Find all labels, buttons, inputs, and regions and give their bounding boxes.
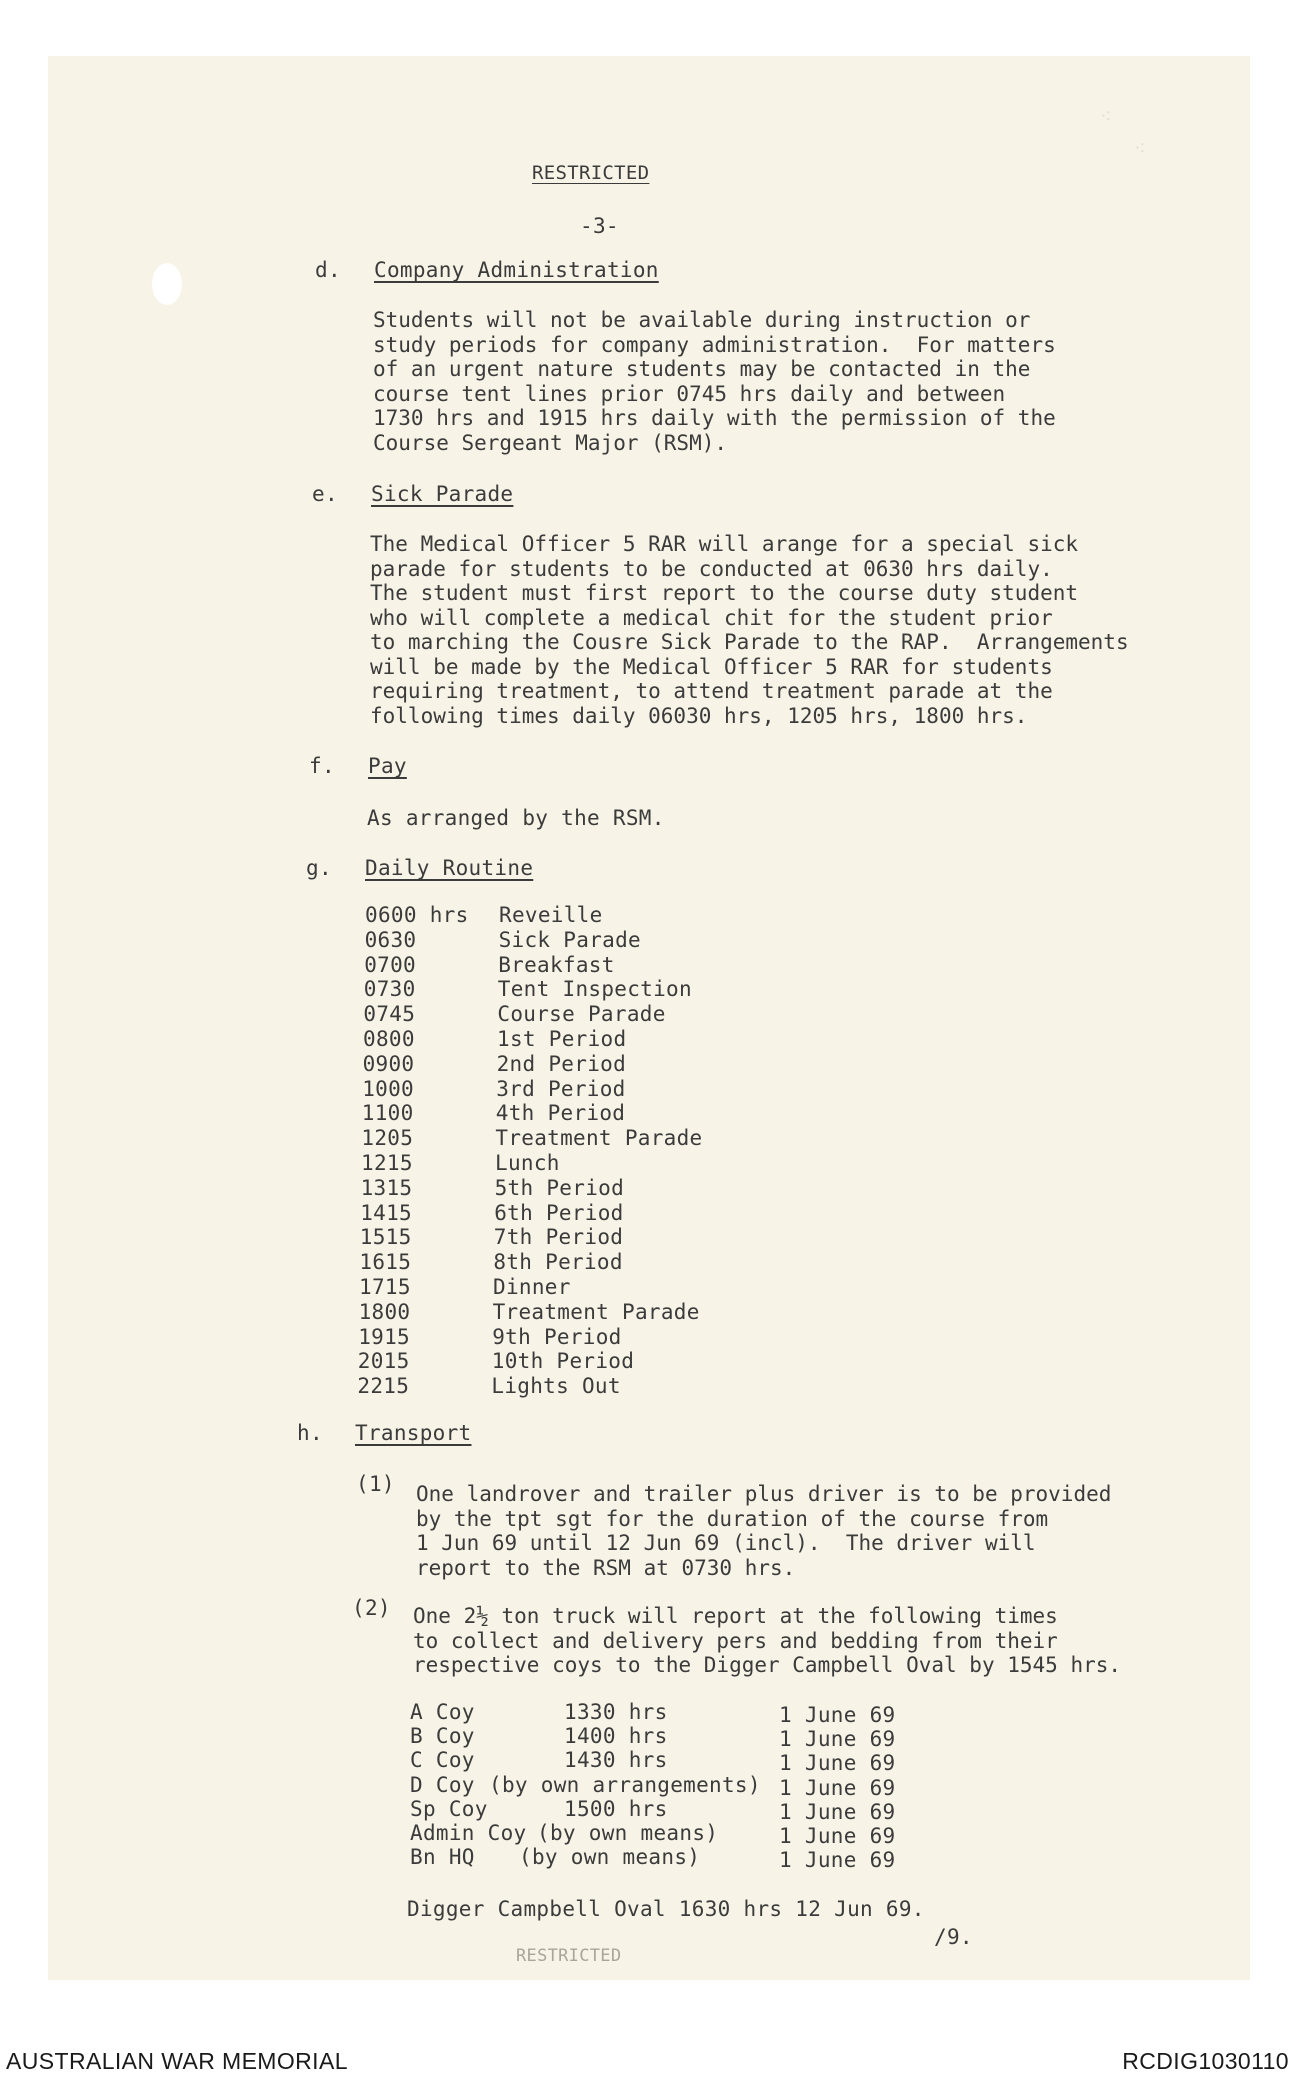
footer-institution: AUSTRALIAN WAR MEMORIAL bbox=[6, 2048, 348, 2074]
schedule-coy: B Coy bbox=[410, 1724, 475, 1749]
section-title-company-administration: Company Administration bbox=[374, 258, 659, 282]
routine-time: 1215 bbox=[361, 1151, 413, 1175]
schedule-time: 1500 hrs bbox=[564, 1796, 668, 1821]
section-letter: d. bbox=[315, 258, 341, 282]
section-title-pay: Pay bbox=[368, 754, 407, 778]
routine-activity: 2nd Period bbox=[496, 1051, 627, 1076]
section-letter: h. bbox=[297, 1421, 323, 1445]
company-administration-text: Students will not be available during instruction or study periods for company administration. For matters of an urgent nature students may be contacted in the course tent lines prior 0745 hrs daily and between 1730 hrs and 1915 hrs daily with the permission of the Course Sergeant Major (RSM). bbox=[373, 308, 1056, 455]
routine-activity: Lights Out bbox=[491, 1374, 621, 1399]
routine-time: 0700 bbox=[364, 952, 416, 977]
schedule-coy: Admin Coy bbox=[410, 1821, 527, 1845]
routine-time: 1205 bbox=[361, 1126, 414, 1151]
routine-activity: Tent Inspection bbox=[497, 977, 692, 1002]
transport-item-1-text: One landrover and trailer plus driver is to be provided by the tpt sgt for the duration of the course from 1 Jun 69 until 12 Jun 69 (incl). The driver will report to the RSM at 0730 hrs. bbox=[416, 1482, 1112, 1580]
routine-time: 2215 bbox=[357, 1374, 410, 1399]
section-title-sick-parade: Sick Parade bbox=[371, 482, 514, 506]
schedule-time: 1330 hrs bbox=[564, 1700, 668, 1724]
routine-time: 1715 bbox=[359, 1275, 411, 1299]
schedule-date: 1 June 69 bbox=[779, 1848, 896, 1873]
transport-item-2-text: One 2½ ton truck will report at the following times to collect and delivery pers and bedding from their respective coys to the Digger Campbell Oval by 1545 hrs. bbox=[413, 1604, 1122, 1677]
routine-time: 1800 bbox=[358, 1299, 411, 1324]
section-letter: g. bbox=[306, 856, 332, 880]
section-letter: f. bbox=[309, 754, 335, 778]
pay-text: As arranged by the RSM. bbox=[367, 806, 665, 830]
schedule-date: 1 June 69 bbox=[779, 1727, 896, 1752]
sick-parade-text: The Medical Officer 5 RAR will arange for a special sick parade for students to be conducted at 0630 hrs daily. The student must first report to the course duty student who will complete a medical chit for the student prior to marching the Cousre Sick Parade to the RAP. Arrangements will be made by the Medical Officer 5 RAR for students requiring treatment, to attend treatment parade at the following times daily 06030 hrs, 1205 hrs, 1800 hrs. bbox=[370, 532, 1129, 728]
routine-activity: 1st Period bbox=[497, 1027, 627, 1051]
classification-header: RESTRICTED bbox=[532, 162, 650, 184]
item-number: (1) bbox=[356, 1472, 395, 1496]
footer-record-id: RCDIG1030110 bbox=[1122, 2048, 1289, 2074]
routine-activity: 3rd Period bbox=[496, 1076, 626, 1101]
routine-time: 0630 bbox=[364, 927, 417, 952]
classification-footer: RESTRICTED bbox=[516, 1946, 622, 1966]
continuation-mark: /9. bbox=[934, 1925, 973, 1949]
routine-activity: 4th Period bbox=[495, 1101, 626, 1126]
routine-time: 1100 bbox=[361, 1101, 414, 1126]
section-title-daily-routine: Daily Routine bbox=[365, 856, 534, 880]
schedule-coy: C Coy bbox=[410, 1748, 475, 1773]
routine-time: 1515 bbox=[359, 1225, 412, 1250]
routine-activity: 8th Period bbox=[493, 1250, 623, 1275]
routine-activity: Lunch bbox=[495, 1151, 560, 1175]
schedule-date: 1 June 69 bbox=[779, 1799, 896, 1824]
routine-activity: Reveille bbox=[499, 903, 603, 927]
closing-line: Digger Campbell Oval 1630 hrs 12 Jun 69. bbox=[407, 1897, 925, 1921]
embossed-mark: ⁖ bbox=[1100, 104, 1112, 128]
routine-activity: Treatment Parade bbox=[492, 1299, 700, 1324]
schedule-coy: Sp Coy bbox=[410, 1796, 488, 1821]
page-number: -3- bbox=[580, 214, 619, 238]
schedule-time: 1430 hrs bbox=[564, 1748, 668, 1773]
routine-time: 2015 bbox=[357, 1349, 410, 1374]
routine-activity: Sick Parade bbox=[498, 927, 641, 952]
section-letter: e. bbox=[312, 482, 338, 506]
routine-activity: 7th Period bbox=[493, 1225, 624, 1250]
schedule-date: 1 June 69 bbox=[779, 1751, 896, 1776]
routine-activity: 5th Period bbox=[494, 1175, 625, 1200]
schedule-date: 1 June 69 bbox=[779, 1703, 896, 1727]
routine-activity: 9th Period bbox=[492, 1324, 622, 1349]
item-number: (2) bbox=[352, 1596, 391, 1620]
routine-activity: Treatment Parade bbox=[495, 1126, 703, 1151]
routine-activity: Dinner bbox=[493, 1275, 571, 1299]
schedule-coy: D Coy bbox=[410, 1772, 475, 1797]
section-title-transport: Transport bbox=[355, 1421, 472, 1445]
routine-activity: Course Parade bbox=[497, 1002, 666, 1027]
routine-activity: 10th Period bbox=[491, 1349, 635, 1374]
routine-time: 0745 bbox=[363, 1002, 416, 1027]
schedule-time: 1400 hrs bbox=[564, 1724, 668, 1749]
routine-time: 1315 bbox=[360, 1175, 413, 1200]
routine-time: 1615 bbox=[359, 1250, 412, 1275]
routine-time: 0730 bbox=[363, 977, 416, 1002]
routine-time: 0800 bbox=[363, 1027, 415, 1051]
schedule-date: 1 June 69 bbox=[779, 1775, 896, 1800]
routine-time: 1915 bbox=[358, 1324, 410, 1349]
routine-activity: 6th Period bbox=[494, 1200, 624, 1225]
schedule-coy: Bn HQ bbox=[410, 1845, 475, 1870]
schedule-time: (by own means) bbox=[537, 1821, 719, 1845]
routine-time: 0600 hrs bbox=[365, 903, 469, 927]
routine-time: 0900 bbox=[362, 1051, 415, 1076]
embossed-mark: ⁖ bbox=[1134, 136, 1146, 160]
schedule-time: (by own means) bbox=[519, 1845, 701, 1870]
routine-activity: Breakfast bbox=[498, 952, 615, 977]
schedule-coy: A Coy bbox=[410, 1700, 475, 1724]
schedule-time: (by own arrangements) bbox=[489, 1772, 761, 1797]
routine-time: 1000 bbox=[362, 1076, 414, 1101]
schedule-date: 1 June 69 bbox=[779, 1824, 896, 1848]
routine-time: 1415 bbox=[360, 1200, 412, 1225]
